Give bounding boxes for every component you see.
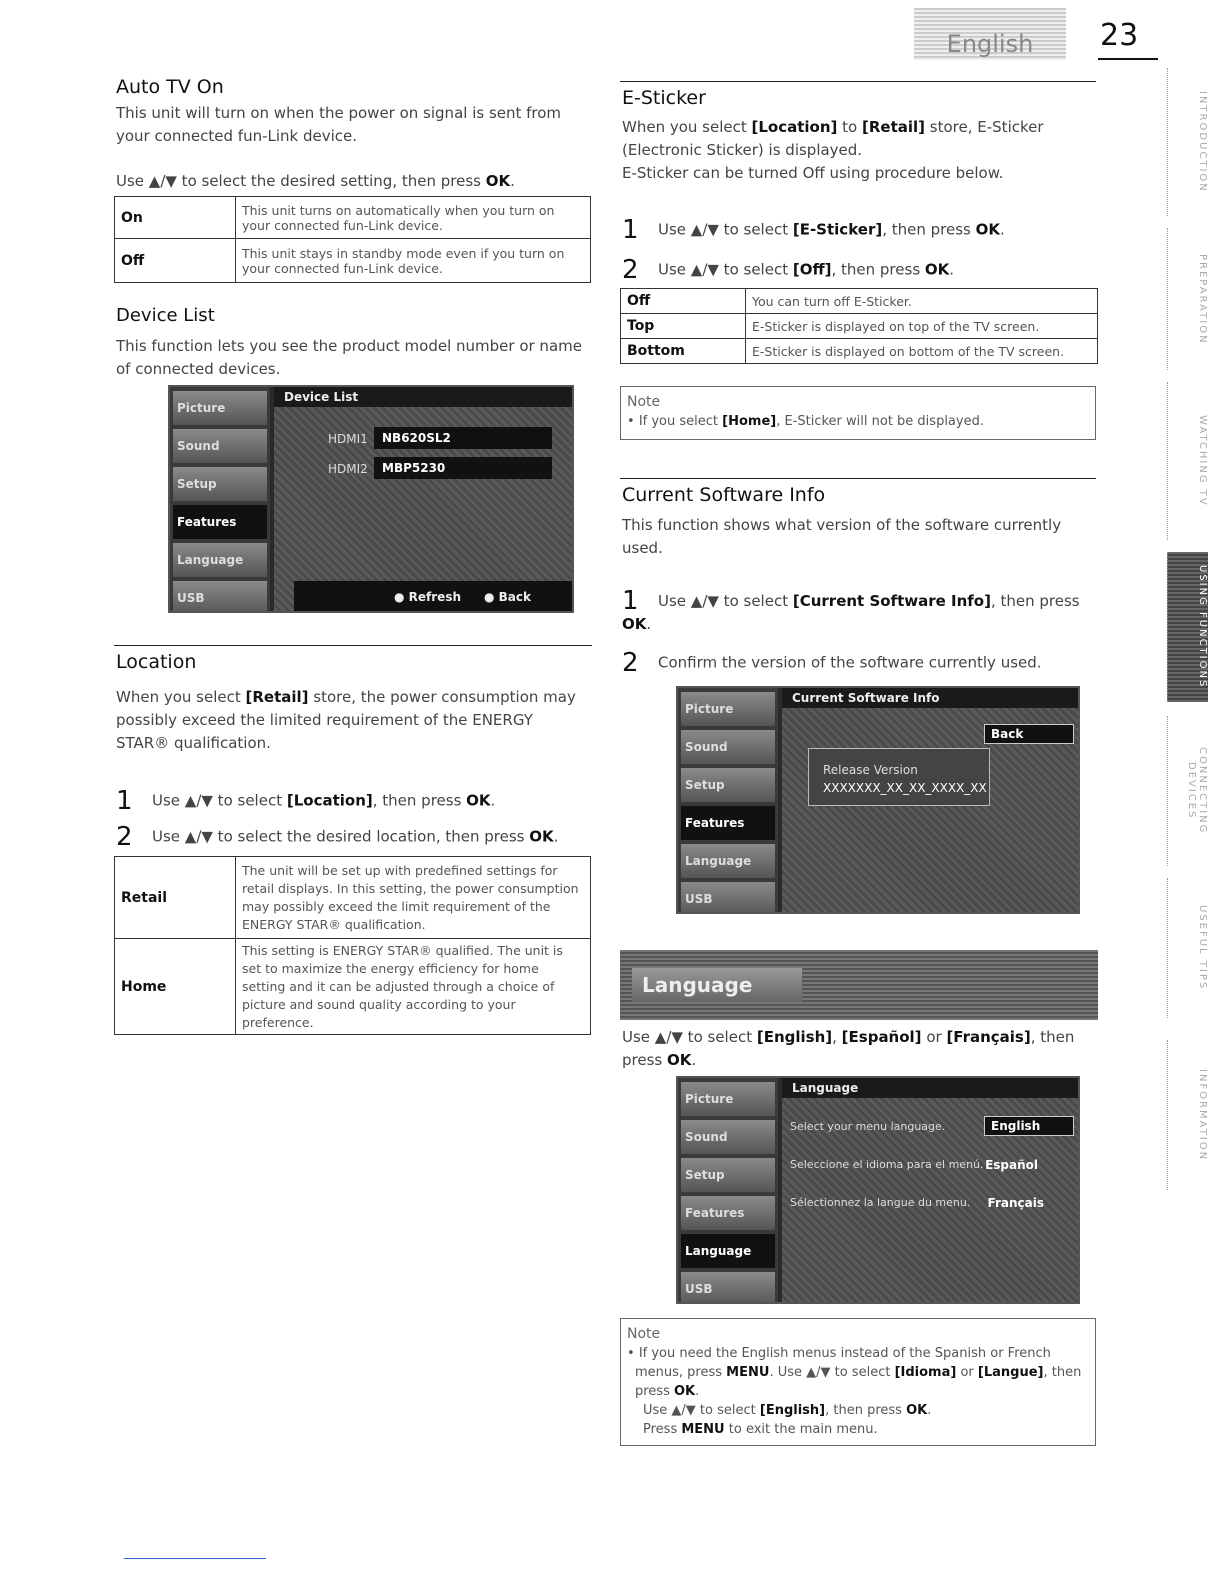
software-screen: [676, 686, 1080, 914]
menu-usb[interactable]: USB: [681, 1272, 775, 1304]
device-model-2[interactable]: MBP5230: [374, 457, 552, 479]
option-espanol[interactable]: Español: [985, 1158, 1038, 1172]
language-prompt-en: Select your menu language.: [790, 1120, 946, 1133]
device-list-desc: This function lets you see the product model number or name of connected devices.: [116, 337, 582, 378]
esticker-table: Off You can turn off E-Sticker. Top E-Sticker is displayed on top of the TV screen. Bottom E-Sticker is displayed on bottom of the TV screen.: [620, 288, 1098, 364]
esticker-rule: [620, 81, 1096, 82]
language-prompt-es: Seleccione el idioma para el menú.: [790, 1158, 984, 1171]
footer-line: [124, 1558, 266, 1559]
language-note: Note • If you need the English menus instead of the Spanish or French menus, press MENU. Use ▲/▼ to select [Idioma] or [Langue], then press OK. Use ▲/▼ to select [English], then press OK. Press MENU to exit the main menu.: [620, 1318, 1096, 1446]
esticker-note: Note • If you select [Home], E-Sticker will not be displayed.: [620, 386, 1096, 440]
language-instruction: Use ▲/▼ to select [English], [Español] or [Français], then press OK.: [622, 1028, 1075, 1069]
esticker-desc-1: When you select [Location] to [Retail] store, E-Sticker (Electronic Sticker) is displayed.: [622, 118, 1044, 159]
screen-title: Device List: [274, 387, 572, 407]
menu-setup[interactable]: Setup: [681, 768, 775, 802]
menu-setup[interactable]: Setup: [173, 467, 267, 501]
language-banner-title: Language: [632, 968, 802, 1002]
menu-usb[interactable]: USB: [681, 882, 775, 914]
menu-features[interactable]: Features: [681, 1196, 775, 1230]
software-step-2: 2 Confirm the version of the software currently used.: [622, 648, 1042, 678]
menu-picture[interactable]: Picture: [681, 1082, 775, 1116]
menu-features[interactable]: Features: [173, 505, 267, 539]
menu-usb[interactable]: USB: [173, 581, 267, 613]
menu-picture[interactable]: Picture: [681, 692, 775, 726]
side-tab-introduction: INTRODUCTION: [1167, 68, 1208, 216]
device-list-heading: Device List: [116, 305, 215, 326]
side-tab-using-functions: USING FUNCTIONS: [1167, 552, 1208, 702]
menu-sound[interactable]: Sound: [681, 730, 775, 764]
option-english[interactable]: English: [984, 1116, 1074, 1136]
device-port-2: HDMI2: [328, 462, 368, 476]
software-rule: [620, 478, 1096, 479]
location-step-1: 1 Use ▲/▼ to select [Location], then press OK.: [116, 786, 496, 816]
language-screen: [676, 1076, 1080, 1304]
location-desc: When you select [Retail] store, the power consumption may possibly exceed the limited requirement of the ENERGY STAR® qualification.: [116, 688, 576, 752]
software-desc: This function shows what version of the software currently used.: [622, 516, 1062, 557]
option-francais[interactable]: Français: [987, 1196, 1044, 1210]
language-banner: [620, 950, 1098, 1020]
esticker-desc-2: E-Sticker can be turned Off using procedure below.: [622, 164, 1004, 182]
back-button[interactable]: Back: [984, 724, 1074, 744]
screen-title: Current Software Info: [782, 688, 1078, 708]
screen-title: Language: [782, 1078, 1078, 1098]
menu-sidebar: [678, 1078, 778, 1302]
location-rule: [114, 645, 592, 646]
release-box: [808, 748, 990, 806]
side-tab-preparation: PREPARATION: [1167, 228, 1208, 370]
page-number: 23: [1100, 18, 1139, 53]
location-step-2: 2 Use ▲/▼ to select the desired location, then press OK.: [116, 822, 559, 852]
menu-picture[interactable]: Picture: [173, 391, 267, 425]
auto-tv-instruction: Use ▲/▼ to select the desired setting, then press OK.: [116, 172, 515, 190]
menu-setup[interactable]: Setup: [681, 1158, 775, 1192]
release-label: Release Version: [823, 763, 918, 777]
side-tab-useful-tips: USEFUL TIPS: [1167, 878, 1208, 1018]
auto-tv-table: On This unit turns on automatically when you turn on your connected fun-Link device. Off This unit stays in standby mode even if you turn on your connected fun-Link device.: [114, 196, 591, 283]
software-heading: Current Software Info: [622, 484, 826, 506]
menu-language[interactable]: Language: [681, 844, 775, 878]
menu-sound[interactable]: Sound: [681, 1120, 775, 1154]
refresh-button[interactable]: ● Refresh: [394, 590, 461, 604]
side-tab-watching-tv: WATCHING TV: [1167, 382, 1208, 540]
auto-tv-heading: Auto TV On: [116, 76, 224, 98]
location-heading: Location: [116, 651, 197, 673]
release-value: XXXXXXX_XX_XX_XXXX_XX: [823, 781, 987, 795]
menu-sidebar: [678, 688, 778, 912]
side-tab-information: INFORMATION: [1167, 1040, 1208, 1190]
esticker-heading: E-Sticker: [622, 87, 706, 109]
menu-sound[interactable]: Sound: [173, 429, 267, 463]
page-number-rule: [1098, 58, 1158, 60]
side-tab-connecting-devices: CONNECTING DEVICES: [1167, 716, 1208, 866]
auto-tv-desc: This unit will turn on when the power on signal is sent from your connected fun-Link device.: [116, 104, 562, 145]
esticker-step-2: 2 Use ▲/▼ to select [Off], then press OK.: [622, 255, 955, 285]
menu-language[interactable]: Language: [681, 1234, 775, 1268]
menu-language[interactable]: Language: [173, 543, 267, 577]
location-table: Retail The unit will be set up with predefined settings for retail displays. In this setting, the power consumption may possibly exceed the limit requirement of the ENERGY STAR® qualification. Home This setting is ENERGY STAR® qualified. The unit is set to maximize the energy efficiency for home setting and it can be adjusted through a choice of picture and sound quality according to your preference.: [114, 856, 591, 1035]
esticker-step-1: 1 Use ▲/▼ to select [E-Sticker], then press OK.: [622, 215, 1005, 245]
software-step-1: 1 Use ▲/▼ to select [Current Software Info], then press OK.: [622, 586, 1080, 633]
menu-features[interactable]: Features: [681, 806, 775, 840]
menu-sidebar: [170, 387, 270, 611]
device-port-1: HDMI1: [328, 432, 368, 446]
device-model-1[interactable]: NB620SL2: [374, 427, 552, 449]
language-tab: English: [914, 8, 1066, 60]
language-prompt-fr: Sélectionnez la langue du menu.: [790, 1196, 971, 1209]
back-button[interactable]: ● Back: [484, 590, 531, 604]
device-list-screen: [168, 385, 574, 613]
